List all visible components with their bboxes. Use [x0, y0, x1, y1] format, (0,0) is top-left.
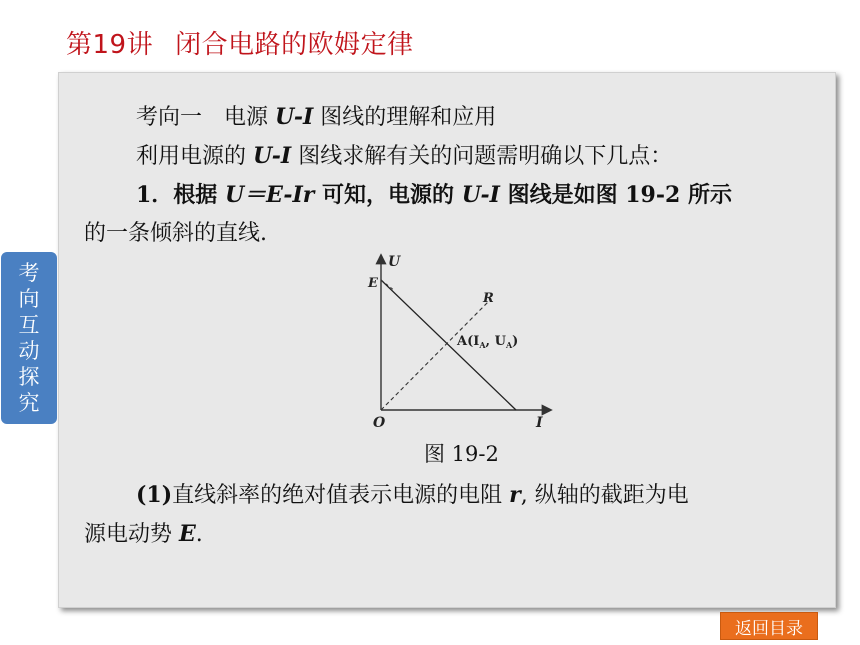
resistor-line-r — [381, 302, 488, 410]
line3-a: 1．根据 — [136, 182, 225, 208]
line3-b: 可知，电源的 — [314, 182, 462, 208]
section-heading — [136, 100, 496, 131]
heading-ui: U-I — [275, 104, 314, 130]
line3-fig: 19-2 — [625, 182, 681, 208]
line3-formula: U＝E-Ir — [224, 182, 315, 208]
lecture-topic: 闭合电路的欧姆定律 — [175, 30, 414, 60]
lecture-title — [66, 24, 414, 61]
line5-a: 直线斜率的绝对值表示电源的电阻 — [172, 483, 510, 508]
point-one-continued: 的一条倾斜的直线. — [84, 221, 267, 246]
side-tab-char: 互 — [18, 313, 40, 337]
heading-prefix: 考向一 — [136, 105, 203, 130]
point-one-line — [136, 178, 732, 209]
label-origin: O — [373, 415, 386, 431]
side-tab-char: 向 — [18, 287, 40, 311]
side-tab-explore[interactable] — [1, 252, 57, 424]
line6-a: 源电动势 — [84, 522, 179, 547]
label-r: R — [483, 291, 494, 306]
e-guide-dashed — [381, 280, 395, 291]
heading-text-b: 图线的理解和应用 — [313, 105, 497, 130]
label-point-a: $A(I_A$, $U_A$) — [457, 334, 519, 350]
line5-b: , 纵轴的截距为电 — [520, 483, 689, 508]
line6-b: . — [195, 522, 203, 547]
line6-e: E — [179, 521, 196, 547]
side-tab-char: 探 — [18, 365, 40, 389]
heading-text-a: 电源 — [224, 105, 276, 130]
line3-c: 图线是如图 — [499, 182, 626, 208]
line2-b: 图线求解有关的问题需明确以下几点： — [291, 144, 673, 169]
back-to-contents-button[interactable]: 返回目录 — [720, 612, 818, 640]
figure-caption: 图 19-2 — [424, 442, 499, 466]
label-i: I — [536, 415, 543, 431]
side-tab-char: 考 — [18, 261, 40, 285]
line5-num: (1) — [136, 482, 173, 508]
ui-graph-figure — [362, 250, 562, 434]
label-e: E — [368, 276, 378, 291]
lecture-number: 第19讲 — [66, 30, 154, 60]
line3-ui: U-I — [461, 182, 500, 208]
point-detail-continued — [84, 517, 203, 548]
line5-r: r — [509, 482, 521, 508]
intro-line — [136, 139, 672, 170]
line3-d: 所示 — [680, 182, 732, 208]
line2-ui: U-I — [253, 143, 292, 169]
point-detail-line — [136, 478, 689, 509]
label-u: U — [388, 254, 401, 270]
side-tab-char: 究 — [18, 391, 40, 415]
side-tab-char: 动 — [18, 339, 40, 363]
line2-a: 利用电源的 — [136, 144, 253, 169]
